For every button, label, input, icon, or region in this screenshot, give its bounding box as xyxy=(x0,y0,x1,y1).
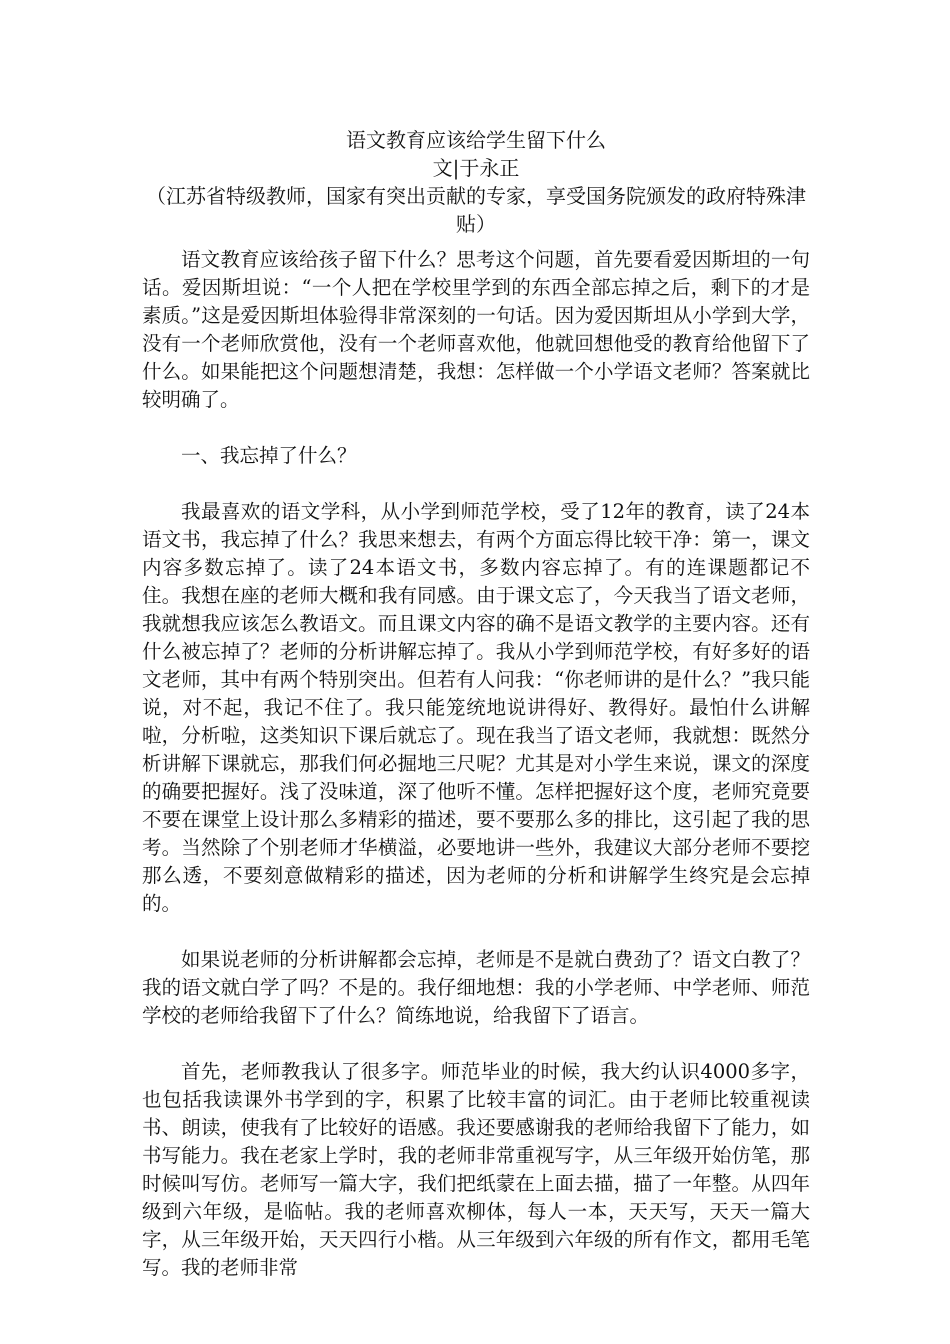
document-title: 语文教育应该给学生留下什么 xyxy=(346,128,606,152)
paragraph-language: 如果说老师的分析讲解都会忘掉，老师是不是就白费劲了？语文白教了？我的语文就白学了吗？不是的。我仔细地想：我的小学老师、中学老师、师范学校的老师给我留下了什么？简练地说，给我留下了语言。 xyxy=(142,948,810,1027)
document-body xyxy=(142,246,810,1282)
document-header xyxy=(140,126,812,238)
author-note: （江苏省特级教师，国家有突出贡献的专家，享受国务院颁发的政府特殊津贴） xyxy=(146,184,806,236)
paragraph-forgotten: 我最喜欢的语文学科，从小学到师范学校，受了12年的教育，读了24本语文书，我忘掉了什么？我思来想去，有两个方面忘得比较干净：第一，课文内容多数忘掉了。读了24本语文书，多数内容忘掉了。有的连课题都记不住。我想在座的老师大概和我有同感。由于课文忘了，今天我当了语文老师，我就想我应该怎么教语文。而且课文内容的确不是语文教学的主要内容。还有什么被忘掉了？老师的分析讲解忘掉了。我从小学到师范学校，有好多好的语文老师，其中有两个特别突出。但若有人问我：“你老师讲的是什么？”我只能说，对不起，我记不住了。我只能笼统地说讲得好、教得好。最怕什么讲解啦，分析啦，这类知识下课后就忘了。现在我当了语文老师，我就想：既然分析讲解下课就忘，那我们何必掘地三尺呢？尤其是对小学生来说，课文的深度的确要把握好。浅了没味道，深了他听不懂。怎样把握好这个度，老师究竟要不要在课堂上设计那么多精彩的描述，要不要那么多的排比，这引起了我的思考。当然除了个别老师才华横溢，必要地讲一些外，我建议大部分老师不要挖那么透，不要刻意做精彩的描述，因为老师的分析和讲解学生终究是会忘掉的。 xyxy=(142,500,810,915)
section-heading: 一、我忘掉了什么？ xyxy=(181,444,357,467)
paragraph-intro: 语文教育应该给孩子留下什么？思考这个问题，首先要看爱因斯坦的一句话。爱因斯坦说：“一个人把在学校里学到的东西全部忘掉之后，剩下的才是素质。”这是爱因斯坦体验得非常深刻的一句话。因为爱因斯坦从小学到大学，没有一个老师欣赏他，没有一个老师喜欢他，他就回想他受的教育给他留下了什么。如果能把这个问题想清楚，我想：怎样做一个小学语文老师？答案就比较明确了。 xyxy=(142,248,810,411)
paragraph-first: 首先，老师教我认了很多字。师范毕业的时候，我大约认识4000多字，也包括我读课外书学到的字，积累了比较丰富的词汇。由于老师比较重视读书、朗读，使我有了比较好的语感。我还要感谢我的老师给我留下了能力，如书写能力。我在老家上学时，我的老师非常重视写字，从三年级开始仿笔，那时候叫写仿。老师写一篇大字，我们把纸蒙在上面去描，描了一年整。从四年级到六年级，是临帖。我的老师喜欢柳体，每人一本，天天写，天天一篇大字，从三年级开始，天天四行小楷。从三年级到六年级的所有作文，都用毛笔写。我的老师非常 xyxy=(142,1060,810,1279)
author-line: 文|于永正 xyxy=(432,156,520,180)
